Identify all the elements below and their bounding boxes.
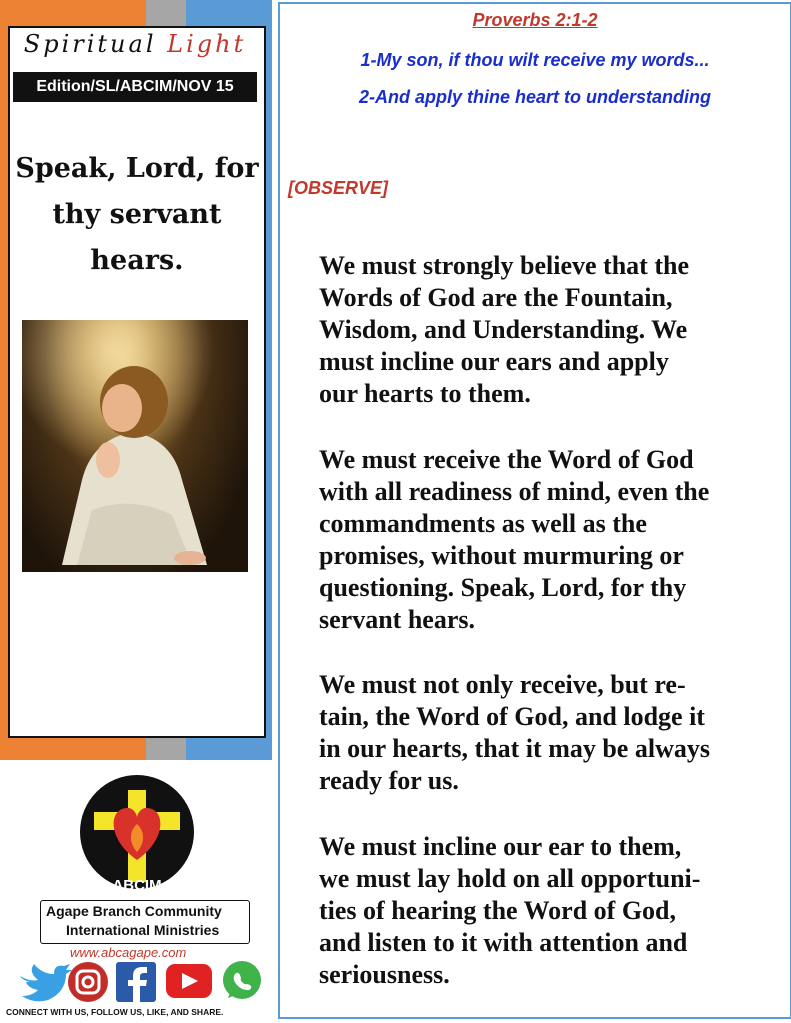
paragraph-1: We must strongly believe that the Words of God are the Fountain, Wisdom, and Understanding. We must incline our ears and apply our hearts to them. — [319, 251, 689, 408]
scripture-reference: Proverbs 2:1-2 — [472, 10, 598, 30]
edition-label: Edition/SL/ABCIM/NOV 15 — [13, 72, 257, 102]
verse-line-1: 1-My son, if thou wilt receive my words... — [360, 50, 710, 70]
observe-label: [OBSERVE] — [288, 178, 389, 198]
org-name-line1: Agape Branch Community — [46, 903, 222, 919]
connect-tagline: CONNECT WITH US, FOLLOW US, LIKE, AND SHARE. — [6, 1007, 224, 1017]
whatsapp-icon[interactable] — [223, 961, 261, 999]
social-icons — [16, 960, 276, 1004]
org-name-line2: International Ministries — [66, 922, 220, 938]
twitter-icon[interactable] — [20, 964, 72, 1001]
paragraph-2: We must receive the Word of God with all readiness of mind, even the commandments as well as the promises, without murmuring or questioning. Speak, Lord, for thy servant hears. — [319, 445, 710, 634]
brand-word-light: Light — [167, 30, 247, 58]
abcim-logo — [78, 770, 196, 898]
paragraph-3: We must not only receive, but re- tain, the Word of God, and lodge it in our hearts, that it may be always ready for us. — [319, 670, 710, 795]
brand-title — [10, 30, 260, 58]
headline: Speak, Lord, for thy servant hears. — [15, 153, 259, 276]
instagram-icon[interactable] — [68, 962, 108, 1002]
facebook-icon[interactable] — [116, 962, 156, 1002]
painting-illustration — [22, 320, 248, 572]
youtube-icon[interactable] — [166, 964, 212, 998]
verse-line-2: 2-And apply thine heart to understanding — [358, 87, 711, 107]
paragraph-4: We must incline our ear to them, we must lay hold on all opportuni- ties of hearing the Word of God, and listen to it with attention and seriousness. — [319, 832, 701, 989]
logo-abbreviation: ABCIM — [112, 877, 162, 894]
praying-child-painting — [22, 320, 248, 572]
brand-word-spiritual: Spiritual — [23, 30, 157, 58]
website-link[interactable]: www.abcagape.com — [70, 945, 187, 960]
